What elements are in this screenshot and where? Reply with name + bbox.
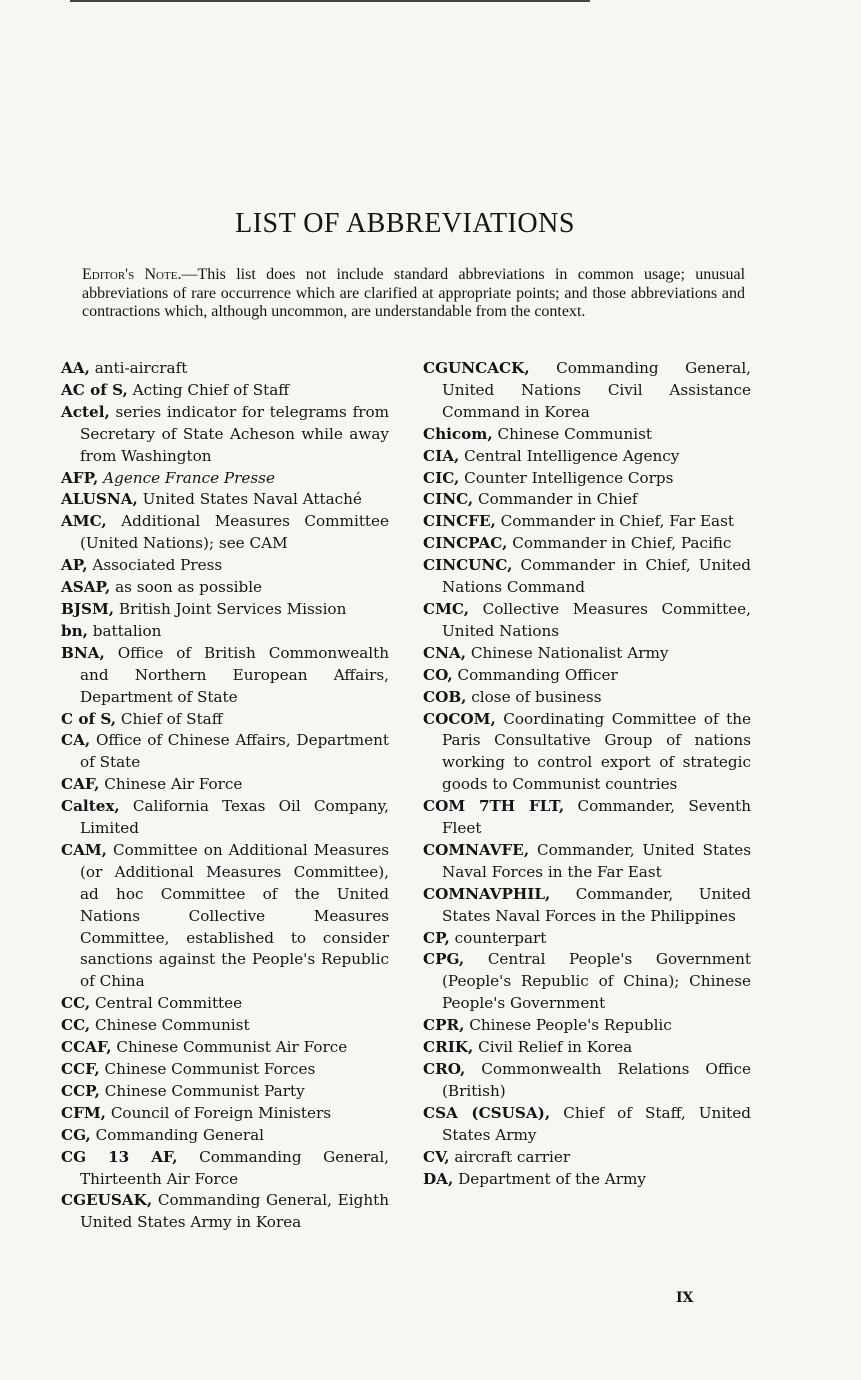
abbreviation-entry (61, 840, 389, 993)
abbreviation-term: CC, (61, 1016, 91, 1035)
abbreviation-entry (61, 1059, 389, 1081)
abbreviation-entry (423, 949, 751, 1015)
abbreviation-term: CRIK, (423, 1038, 474, 1057)
abbreviation-term: CAF, (61, 775, 100, 794)
abbreviation-term: bn, (61, 621, 88, 640)
abbreviation-term: CIA, (423, 446, 460, 465)
abbreviation-entry (423, 358, 751, 424)
abbreviation-entry (61, 489, 389, 511)
abbreviation-entry (423, 1103, 751, 1147)
abbreviation-term: CC, (61, 994, 91, 1013)
abbreviation-term: Chicom, (423, 424, 493, 443)
abbreviation-entry (423, 599, 751, 643)
abbreviation-term: COMNAVPHIL, (423, 884, 551, 903)
abbreviation-definition: Commanding General, Eighth United States Army in Korea (80, 1191, 389, 1232)
editors-note (82, 266, 745, 322)
abbreviation-definition: Civil Relief in Korea (478, 1038, 633, 1057)
abbreviation-term: CNA, (423, 643, 467, 662)
abbreviation-entry (423, 424, 751, 446)
abbreviation-term: AFP, (61, 468, 99, 487)
abbreviation-definition: Chinese Communist (95, 1016, 250, 1035)
abbreviation-definition: Commander in Chief (478, 490, 638, 509)
abbreviation-definition: Agence France Presse (103, 468, 275, 487)
abbreviation-definition: Chinese Communist Party (104, 1081, 305, 1100)
abbreviation-definition: Commanding General, Thirteenth Air Force (80, 1147, 389, 1188)
abbreviation-entry (61, 796, 389, 840)
abbreviation-term: DA, (423, 1169, 454, 1188)
abbreviation-term: BNA, (61, 643, 105, 662)
abbreviation-term: BJSM, (61, 599, 115, 618)
abbreviation-definition: Chief of Staff (120, 709, 223, 728)
abbreviation-term: CINCPAC, (423, 534, 508, 553)
abbreviation-term: COM 7TH FLT, (423, 797, 565, 816)
abbreviation-entry (423, 840, 751, 884)
abbreviation-term: CG 13 AF, (61, 1147, 178, 1166)
abbreviation-entry (61, 1125, 389, 1147)
abbreviation-definition: Office of Chinese Affairs, Department of State (80, 731, 390, 772)
abbreviation-definition: Central Intelligence Agency (464, 446, 680, 465)
abbreviation-term: ASAP, (61, 578, 111, 597)
abbreviation-term: CCAF, (61, 1038, 112, 1057)
abbreviation-definition: Commander in Chief, Pacific (512, 534, 732, 553)
abbreviation-term: CV, (423, 1147, 450, 1166)
abbreviation-entry (423, 884, 751, 928)
abbreviation-term: CSA (CSUSA), (423, 1103, 551, 1122)
abbreviation-entry (61, 1037, 389, 1059)
abbreviation-definition: aircraft carrier (454, 1147, 571, 1166)
abbreviation-entry (423, 928, 751, 950)
abbreviation-definition: Central Committee (95, 994, 243, 1013)
abbreviation-definition: Committee on Additional Measures (or Additional Measures Committee), ad hoc Committee of the United Nations Collective Measures Committee, established to consider sanctions against the People's Republic of China (80, 840, 390, 991)
abbreviation-term: CINCFE, (423, 512, 496, 531)
abbreviation-entry (61, 468, 389, 490)
abbreviation-entry (423, 1015, 751, 1037)
abbreviation-definition: Commander, United States Naval Forces in the Far East (442, 840, 752, 881)
abbreviation-term: CFM, (61, 1103, 106, 1122)
abbreviation-term: COCOM, (423, 709, 496, 728)
abbreviation-term: CMC, (423, 599, 470, 618)
abbreviation-entry (423, 709, 751, 797)
abbreviation-definition: Department of the Army (458, 1169, 646, 1188)
abbreviation-term: Actel, (61, 402, 110, 421)
abbreviation-entry (61, 599, 389, 621)
abbreviation-entry (423, 1169, 751, 1191)
abbreviation-entry (61, 555, 389, 577)
abbreviation-entry (423, 1037, 751, 1059)
abbreviation-term: CG, (61, 1125, 91, 1144)
abbreviation-entry (61, 774, 389, 796)
abbreviation-entry (423, 533, 751, 555)
abbreviation-definition: Council of Foreign Ministers (110, 1103, 332, 1122)
abbreviation-entry (423, 1059, 751, 1103)
abbreviation-term: COMNAVFE, (423, 840, 530, 859)
abbreviation-entry (61, 1081, 389, 1103)
abbreviation-term: Caltex, (61, 797, 120, 816)
abbreviation-definition: Office of British Commonwealth and Northern European Affairs, Department of State (80, 643, 389, 706)
abbreviation-definition: Commander in Chief, Far East (500, 512, 734, 531)
abbreviation-entry (423, 1147, 751, 1169)
abbreviation-entry (61, 1015, 389, 1037)
abbreviation-term: CCF, (61, 1060, 100, 1078)
abbreviation-definition: Central People's Government (People's Republic of China); Chinese People's Government (442, 950, 751, 1013)
abbreviation-definition: Commanding General (95, 1125, 265, 1144)
abbreviation-term: AP, (61, 556, 88, 575)
editors-note-lead: Editor's Note. (82, 266, 182, 283)
abbreviation-entry (423, 796, 751, 840)
abbreviation-term: CIC, (423, 468, 460, 487)
abbreviation-entry (423, 489, 751, 511)
abbreviation-definition: Associated Press (92, 556, 223, 575)
abbreviation-entry (423, 643, 751, 665)
abbreviation-definition: Chief of Staff, United States Army (442, 1103, 751, 1144)
abbreviation-term: ALUSNA, (61, 490, 138, 509)
abbreviation-entry (423, 511, 751, 533)
abbreviation-term: CGEUSAK, (61, 1191, 153, 1210)
abbreviation-term: CP, (423, 928, 450, 947)
abbreviation-definition: British Joint Services Mission (118, 599, 347, 618)
abbreviation-definition: Chinese Communist Forces (104, 1060, 316, 1078)
abbreviation-definition: Commonwealth Relations Office (British) (442, 1060, 751, 1100)
abbreviation-entry (61, 643, 389, 709)
abbreviation-definition: Chinese Communist Air Force (116, 1038, 348, 1057)
abbreviation-term: AA, (61, 359, 90, 377)
abbreviation-entry (423, 446, 751, 468)
abbreviation-term: CAM, (61, 840, 107, 859)
editors-note-text: —This list does not include standard abbreviations in common usage; unusual abbreviations of rare occurrence which are clarified at appropriate points; and those abbreviations and contractions which, although uncommon, are understandable from the context. (82, 266, 746, 320)
abbreviation-definition: Chinese Communist (497, 424, 652, 443)
abbreviation-entry (61, 1103, 389, 1125)
abbreviation-entry (61, 511, 389, 555)
page-title: LIST OF ABBREVIATIONS (235, 208, 575, 239)
abbreviation-term: CGUNCACK, (423, 359, 530, 377)
abbreviation-term: CCP, (61, 1081, 100, 1100)
abbreviation-term: CA, (61, 731, 91, 750)
abbreviation-entry (423, 555, 751, 599)
abbreviation-definition: Chinese People's Republic (469, 1016, 672, 1035)
abbreviation-definition: series indicator for telegrams from Secretary of State Acheson while away from Washington (80, 402, 390, 465)
abbreviation-definition: Chinese Air Force (104, 775, 243, 794)
abbreviation-term: CPR, (423, 1016, 465, 1035)
abbreviation-entry (61, 380, 389, 402)
abbreviation-term: C of S, (61, 709, 117, 728)
abbreviation-term: CO, (423, 665, 453, 684)
abbreviation-entry (61, 402, 389, 468)
abbreviation-term: CPG, (423, 950, 465, 969)
abbreviation-entry (61, 577, 389, 599)
abbreviation-definition: Additional Measures Committee (United Nations); see CAM (80, 512, 389, 553)
abbreviation-definition: Collective Measures Committee, United Nations (442, 599, 751, 640)
abbreviation-definition: Counter Intelligence Corps (464, 468, 674, 487)
abbreviation-definition: counterpart (454, 928, 547, 947)
abbreviation-definition: as soon as possible (115, 578, 263, 597)
abbreviation-definition: Coordinating Committee of the Paris Consultative Group of nations working to control export of strategic goods to Communist countries (442, 709, 752, 794)
abbreviation-term: AC of S, (61, 380, 128, 399)
abbreviation-definition: anti-aircraft (94, 359, 188, 377)
abbreviations-right-column (423, 358, 751, 1190)
abbreviation-definition: United States Naval Attaché (142, 490, 362, 509)
abbreviation-definition: Acting Chief of Staff (132, 380, 290, 399)
abbreviation-definition: Chinese Nationalist Army (470, 643, 669, 662)
abbreviation-definition: Commander, Seventh Fleet (442, 797, 751, 838)
abbreviation-definition: battalion (92, 621, 162, 640)
top-rule (70, 0, 590, 2)
abbreviation-definition: Commanding General, United Nations Civil Assistance Command in Korea (442, 359, 752, 421)
abbreviation-definition: California Texas Oil Company, Limited (80, 797, 389, 838)
abbreviation-entry (61, 993, 389, 1015)
abbreviation-entry (61, 730, 389, 774)
abbreviations-left-column (61, 358, 389, 1234)
abbreviation-entry (61, 1190, 389, 1234)
abbreviation-term: CRO, (423, 1060, 466, 1078)
abbreviation-term: AMC, (61, 512, 107, 531)
abbreviation-term: COB, (423, 687, 467, 706)
abbreviation-definition: Commanding Officer (457, 665, 618, 684)
abbreviation-entry (61, 1147, 389, 1191)
abbreviation-term: CINC, (423, 490, 474, 509)
page-number: IX (676, 1290, 694, 1306)
abbreviation-entry (423, 687, 751, 709)
abbreviation-entry (423, 665, 751, 687)
abbreviation-definition: Commander, United States Naval Forces in the Philippines (442, 884, 751, 925)
abbreviation-definition: Commander in Chief, United Nations Command (442, 556, 751, 597)
abbreviation-definition: close of business (471, 687, 602, 706)
abbreviation-entry (61, 709, 389, 731)
abbreviation-term: CINCUNC, (423, 556, 513, 575)
abbreviation-entry (61, 621, 389, 643)
abbreviation-entry (61, 358, 389, 380)
abbreviation-entry (423, 468, 751, 490)
